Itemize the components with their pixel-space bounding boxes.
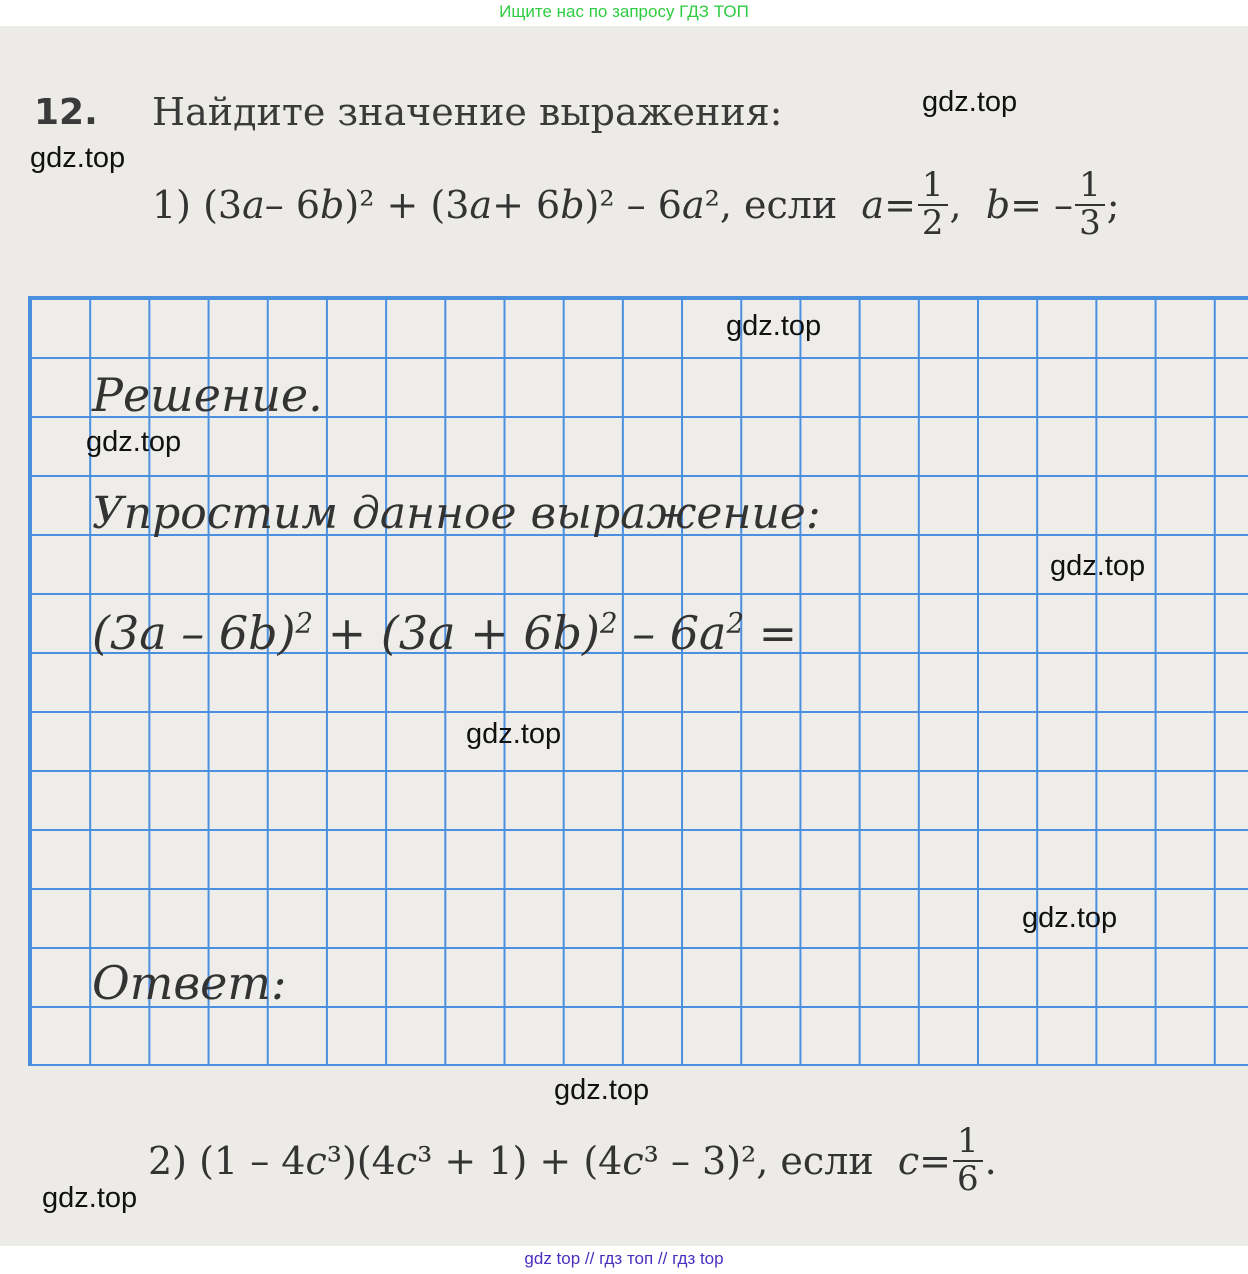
part2-text: (1 – 4 xyxy=(199,1138,306,1183)
solution-heading: Решение. xyxy=(92,368,323,422)
watermark: gdz.top xyxy=(42,1182,138,1214)
part2-var: c xyxy=(395,1138,418,1183)
watermark: gdz.top xyxy=(30,142,126,174)
part1-text: )² – 6 xyxy=(584,182,682,227)
answer-label: Ответ: xyxy=(92,956,287,1010)
part2-var: c xyxy=(305,1138,327,1183)
watermark: gdz.top xyxy=(726,310,822,342)
task-number: 12. xyxy=(34,92,98,133)
part2-text: ³ – 3)², если xyxy=(643,1138,874,1183)
fraction-denominator: 2 xyxy=(921,202,944,243)
solution-expression xyxy=(92,606,797,660)
part1-text: (3 xyxy=(203,182,243,227)
expr-part: – 6a xyxy=(617,606,727,660)
fraction-numerator: 1 xyxy=(918,168,948,206)
bottom-banner: gdz top // гдз топ // гдз top xyxy=(524,1249,724,1268)
part1-label: 1) xyxy=(152,182,192,227)
expr-part: (3a – 6b) xyxy=(92,606,296,660)
equals-sign: = xyxy=(919,1138,951,1183)
fraction-denominator: 6 xyxy=(956,1158,979,1199)
part2-expression xyxy=(148,1121,997,1199)
part2-text: ³)(4 xyxy=(326,1138,396,1183)
expr-part: + (3a + 6b) xyxy=(313,606,600,660)
fraction-c xyxy=(953,1121,983,1199)
equals-sign: = xyxy=(884,182,916,227)
part1-var: a xyxy=(469,182,493,227)
equals-sign: = – xyxy=(1010,182,1074,227)
part2-var: c xyxy=(622,1138,644,1183)
textbook-page xyxy=(0,26,1248,1246)
fraction-numerator: 1 xyxy=(953,1124,983,1162)
semicolon: ; xyxy=(1106,182,1120,227)
watermark: gdz.top xyxy=(922,86,1018,118)
fraction-b xyxy=(1075,165,1105,243)
watermark: gdz.top xyxy=(86,426,182,458)
part1-var: a xyxy=(681,182,705,227)
condition-var-b: b xyxy=(985,182,1011,227)
part2-label: 2) xyxy=(148,1138,188,1183)
expr-part: = xyxy=(744,606,798,660)
fraction-numerator: 1 xyxy=(1075,168,1105,206)
part1-expression xyxy=(152,165,1120,243)
part1-text: )² + (3 xyxy=(344,182,470,227)
fraction-denominator: 3 xyxy=(1079,202,1101,243)
exponent: 2 xyxy=(599,606,618,640)
watermark: gdz.top xyxy=(1050,550,1146,582)
comma: , xyxy=(949,182,962,227)
top-banner: Ищите нас по запросу ГДЗ ТОП xyxy=(499,2,749,21)
simplify-text: Упростим данное выражение: xyxy=(92,488,821,539)
part1-text: + 6 xyxy=(492,182,561,227)
part1-text: – 6 xyxy=(264,182,321,227)
condition-var-c: c xyxy=(897,1138,920,1183)
part1-text: ², если xyxy=(704,182,838,227)
part1-var: a xyxy=(242,182,265,227)
fraction-a xyxy=(918,165,948,243)
part1-var: b xyxy=(320,182,345,227)
part2-text: ³ + 1) + (4 xyxy=(417,1138,623,1183)
exponent: 2 xyxy=(295,606,314,640)
watermark: gdz.top xyxy=(554,1074,650,1106)
period: . xyxy=(984,1138,997,1183)
task-title: Найдите значение выражения: xyxy=(152,90,783,134)
part1-var: b xyxy=(560,182,585,227)
watermark: gdz.top xyxy=(1022,902,1118,934)
exponent: 2 xyxy=(726,606,745,640)
watermark: gdz.top xyxy=(466,718,562,750)
condition-var-a: a xyxy=(861,182,885,227)
